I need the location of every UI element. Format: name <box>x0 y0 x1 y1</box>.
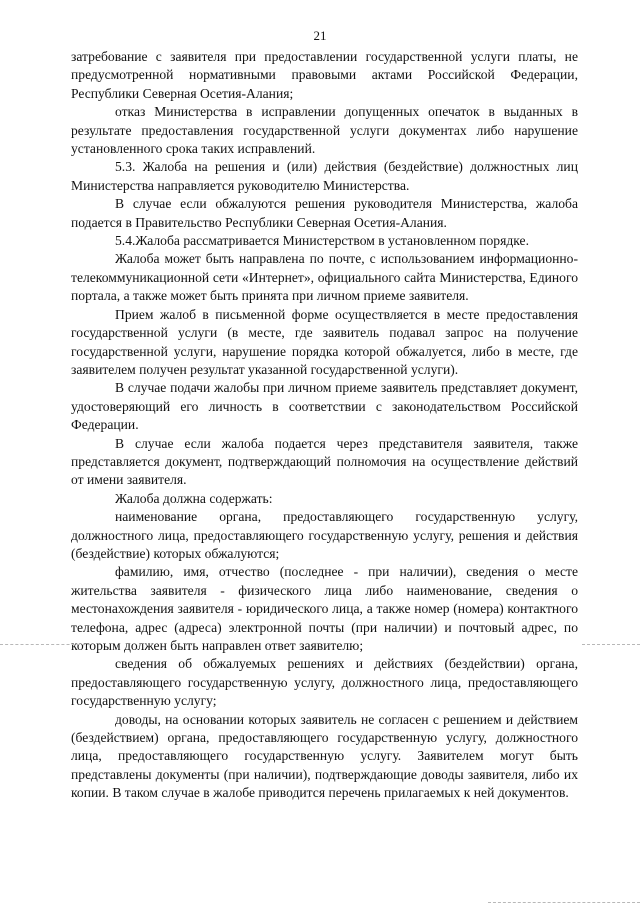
paragraph: 5.4.Жалоба рассматривается Министерством в установленном порядке. <box>115 233 529 249</box>
paragraph: наименование органа, предоставляющего государственную услугу, должностного лица, предоставляющего государственную услугу, решения и действия (бездействие) которых обжалуются; <box>71 509 578 561</box>
paragraph: отказ Министерства в исправлении допущенных опечаток в выданных в результате предоставления государственной услуги документах либо нарушение установленного срока таких исправлений. <box>71 104 578 157</box>
paragraph: затребование с заявителя при предоставлении государственной услуги платы, не предусмотренной нормативными правовыми актами Российской Федерации, Республики Северная Осетия-Алания; <box>71 49 578 101</box>
page-number: 21 <box>313 28 327 43</box>
scan-artifact-line <box>582 644 640 645</box>
paragraph: Жалоба может быть направлена по почте, с использованием информационно-телекоммуникационной сети «Интернет», официального сайта Министерства, Единого портала, а также может быть принята при личном приеме заявителя. <box>71 251 578 304</box>
paragraph: В случае если жалоба подается через представителя заявителя, также представляется документ, подтверждающий полномочия на осуществление действий от имени заявителя. <box>71 435 578 488</box>
paragraph: Жалоба должна содержать: <box>115 490 273 506</box>
paragraph: сведения об обжалуемых решениях и действиях (бездействии) органа, предоставляющего государственную услугу, должностного лица, предоставляющего государственную услугу; <box>71 656 578 709</box>
document-body <box>71 48 578 803</box>
paragraph: В случае подачи жалобы при личном приеме заявитель представляет документ, удостоверяющий его личность в соответствии с законодательством Российской Федерации. <box>71 380 578 433</box>
scan-artifact-line <box>0 644 90 645</box>
paragraph: В случае если обжалуются решения руководителя Министерства, жалоба подается в Правительство Республики Северная Осетия-Алания. <box>71 196 578 230</box>
paragraph: доводы, на основании которых заявитель не согласен с решением и действием (бездействием) органа, предоставляющего государственную услугу, должностного лица, предоставляющего государственную услугу. Заявителем могут быть представлены документы (при наличии), подтверждающие доводы заявителя, либо их копии. В таком случае в жалобе приводится перечень прилагаемых к ней документов. <box>71 711 578 801</box>
paragraph: фамилию, имя, отчество (последнее - при наличии), сведения о месте жительства заявителя - физического лица либо наименование, сведения о местонахождения заявителя - юридического лица, а также номер (номера) контактного телефона, адрес (адреса) электронной почты (при наличии) и почтовый адрес, по которым должен быть направлен ответ заявителю; <box>71 564 578 653</box>
paragraph: Прием жалоб в письменной форме осуществляется в месте предоставления государственной услуги (в месте, где заявитель подавал запрос на получение государственной услуги, нарушение порядка которой обжалуется, либо в месте, где заявителем получен результат указанной государственной услуги). <box>71 306 578 377</box>
paragraph: 5.3. Жалоба на решения и (или) действия (бездействие) должностных лиц Министерства направляется руководителю Министерства. <box>71 159 578 193</box>
scan-artifact-line <box>488 902 640 903</box>
